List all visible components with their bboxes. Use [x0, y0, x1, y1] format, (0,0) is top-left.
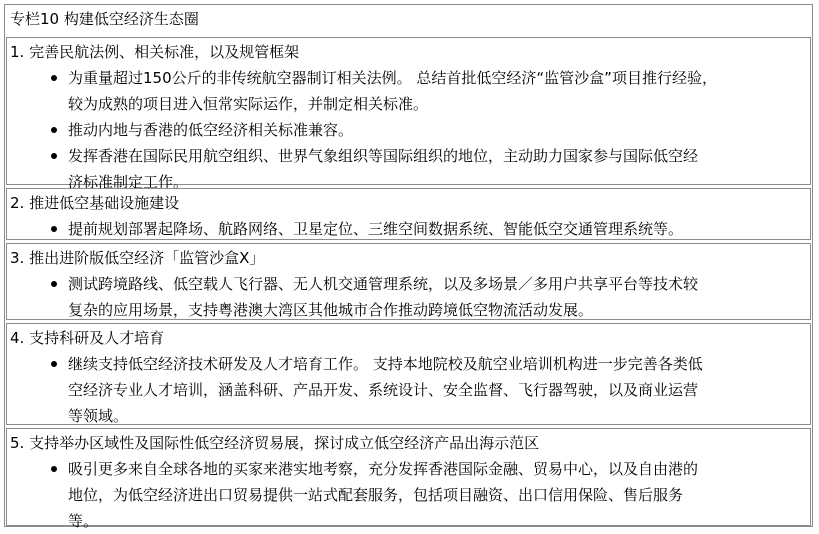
section-heading: 1. 完善民航法例、相关标准，以及规管框架: [10, 43, 300, 61]
list-item: [7, 216, 803, 242]
bullet-icon: [51, 466, 57, 472]
section-heading: 2. 推进低空基础设施建设: [10, 194, 180, 212]
section-5: [6, 428, 811, 530]
list-item: [7, 271, 803, 323]
section-2: [6, 188, 811, 240]
section-4: [6, 323, 811, 425]
section-heading: 5. 支持举办区域性及国际性低空经济贸易展，探讨成立低空经济产品出海示范区: [10, 434, 540, 452]
bullet-text: 为重量超过150公斤的非传统航空器制订相关法例。 总结首批低空经济“监管沙盒”项目推行经验， 较为成熟的项目进入恒常实际运作，并制定相关标准。: [68, 69, 717, 113]
bullet-list: [7, 216, 812, 242]
box-title: 专栏10 构建低空经济生态圈: [10, 10, 199, 28]
bullet-icon: [51, 75, 57, 81]
list-item: [7, 65, 803, 117]
bullet-text: 提前规划部署起降场、航路网络、卫星定位、三维空间数据系统、智能低空交通管理系统等。: [68, 220, 684, 238]
bullet-list: [7, 351, 812, 429]
list-item: [7, 117, 803, 143]
bullet-icon: [51, 127, 57, 133]
section-heading: 4. 支持科研及人才培育: [10, 329, 165, 347]
bullet-text: 测试跨境路线、低空载人飞行器、无人机交通管理系统，以及多场景／多用户共享平台等技术较 复杂的应用场景，支持粤港澳大湾区其他城市合作推动跨境低空物流活动发展。: [68, 275, 699, 319]
bullet-text: 继续支持低空经济技术研发及人才培育工作。 支持本地院校及航空业培训机构进一步完善各类低 空经济专业人才培训，涵盖科研、产品开发、系统设计、安全监督、飞行器驾驶，以及商业运营 等领域。: [68, 355, 703, 425]
bullet-list: [7, 271, 812, 323]
bullet-text: 吸引更多来自全球各地的买家来港实地考察，充分发挥香港国际金融、贸易中心，以及自由港的 地位，为低空经济进出口贸易提供一站式配套服务，包括项目融资、出口信用保险、售后服务 等。: [68, 460, 699, 530]
bullet-icon: [51, 153, 57, 159]
section-3: [6, 243, 811, 320]
section-heading: 3. 推出进阶版低空经济「监管沙盒X」: [10, 249, 265, 267]
section-1: [6, 37, 811, 191]
list-item: [7, 351, 803, 429]
bullet-text: 推动内地与香港的低空经济相关标准兼容。: [68, 121, 354, 139]
bullet-icon: [51, 361, 57, 367]
bullet-list: [7, 65, 812, 195]
bullet-icon: [51, 226, 57, 232]
list-item: [7, 456, 803, 534]
bullet-text: 发挥香港在国际民用航空组织、世界气象组织等国际组织的地位，主动助力国家参与国际低空经 济标准制定工作。: [68, 147, 699, 191]
bullet-icon: [51, 281, 57, 287]
bullet-list: [7, 456, 812, 534]
